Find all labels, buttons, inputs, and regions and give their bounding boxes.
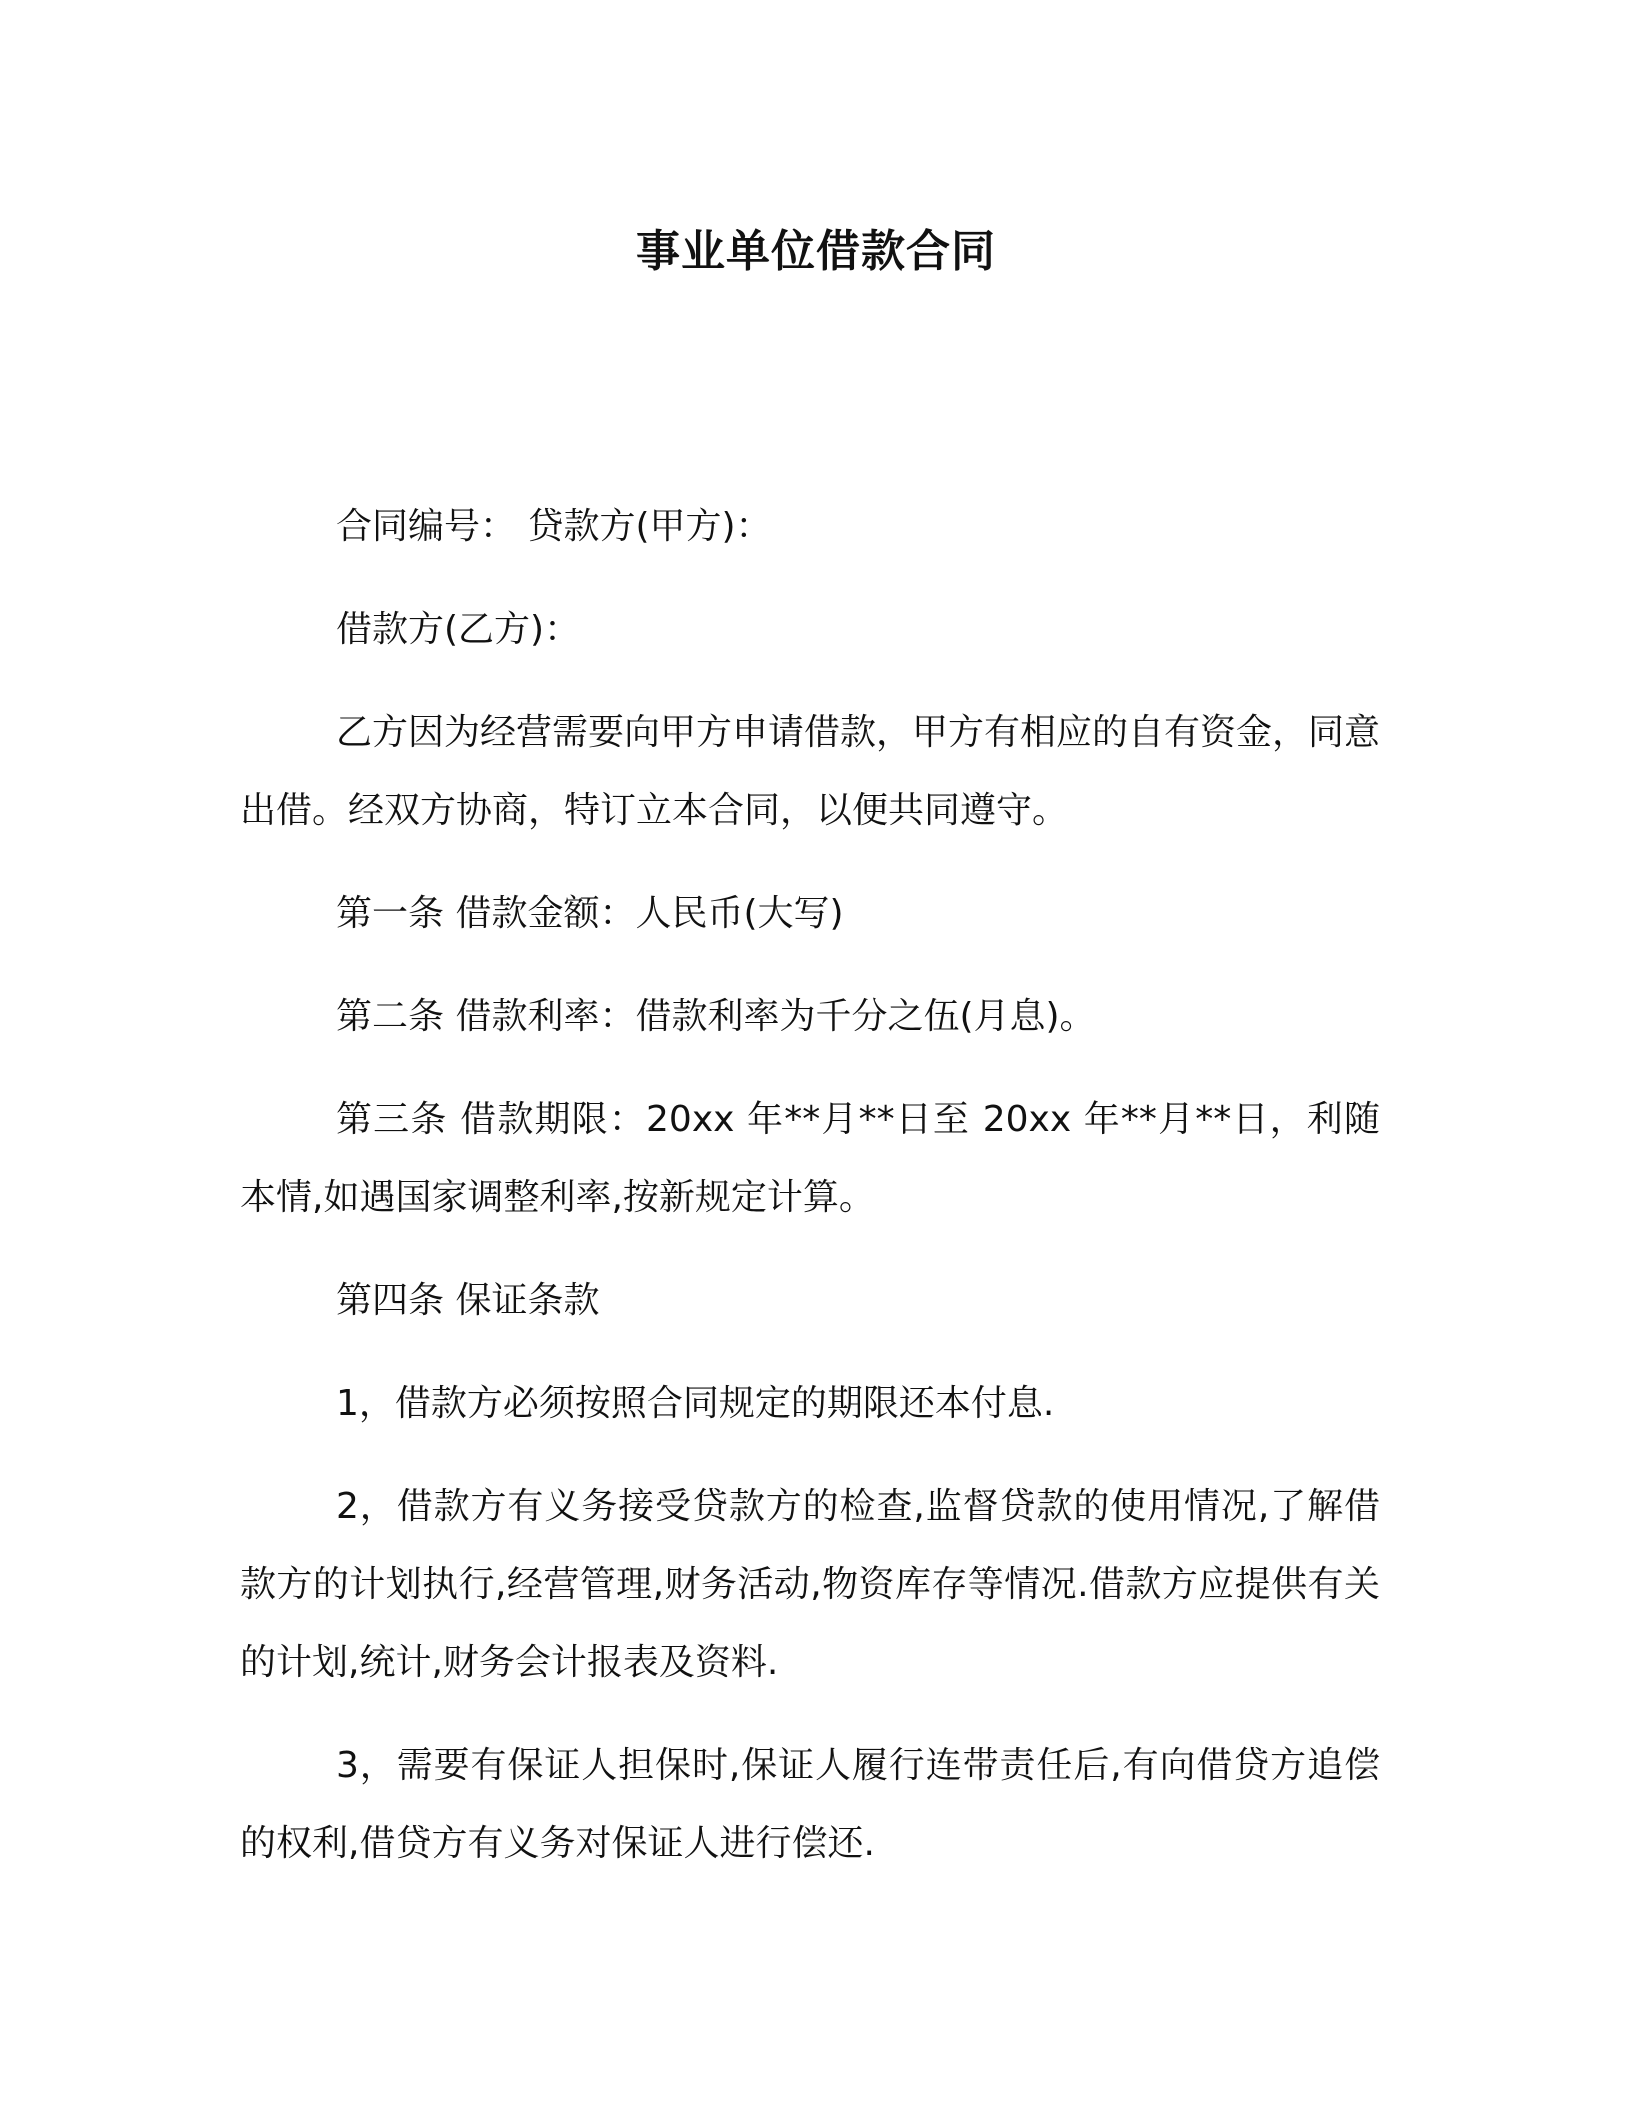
paragraph-article-2: 第二条 借款利率：借款利率为千分之伍(月息)。 <box>336 996 1096 1037</box>
paragraph-preamble: 乙方因为经营需要向甲方申请借款，甲方有相应的自有资金，同意出借。经双方协商，特订立本合同，以便共同遵守。 <box>240 712 1381 831</box>
paragraph-borrower: 借款方(乙方)： <box>336 609 581 650</box>
paragraph-article-4: 第四条 保证条款 <box>336 1280 600 1321</box>
paragraph-clause-3: 3，需要有保证人担保时,保证人履行连带责任后,有向借贷方追偿的权利,借贷方有义务对保证人进行偿还. <box>240 1745 1380 1864</box>
paragraph-clause-1: 1，借款方必须按照合同规定的期限还本付息. <box>336 1383 1055 1424</box>
paragraph-article-1: 第一条 借款金额：人民币(大写) <box>336 893 844 934</box>
paragraph-clause-2: 2，借款方有义务接受贷款方的检查,监督贷款的使用情况,了解借款方的计划执行,经营管理,财务活动,物资库存等情况.借款方应提供有关的计划,统计,财务会计报表及资料. <box>240 1486 1380 1683</box>
paragraph-article-3: 第三条 借款期限：20xx 年**月**日至 20xx 年**月**日，利随本情,如遇国家调整利率,按新规定计算。 <box>240 1099 1380 1218</box>
document-body <box>240 488 1380 1908</box>
paragraph-contract-number: 合同编号： 贷款方(甲方)： <box>336 506 772 547</box>
document-title: 事业单位借款合同 <box>636 226 996 277</box>
